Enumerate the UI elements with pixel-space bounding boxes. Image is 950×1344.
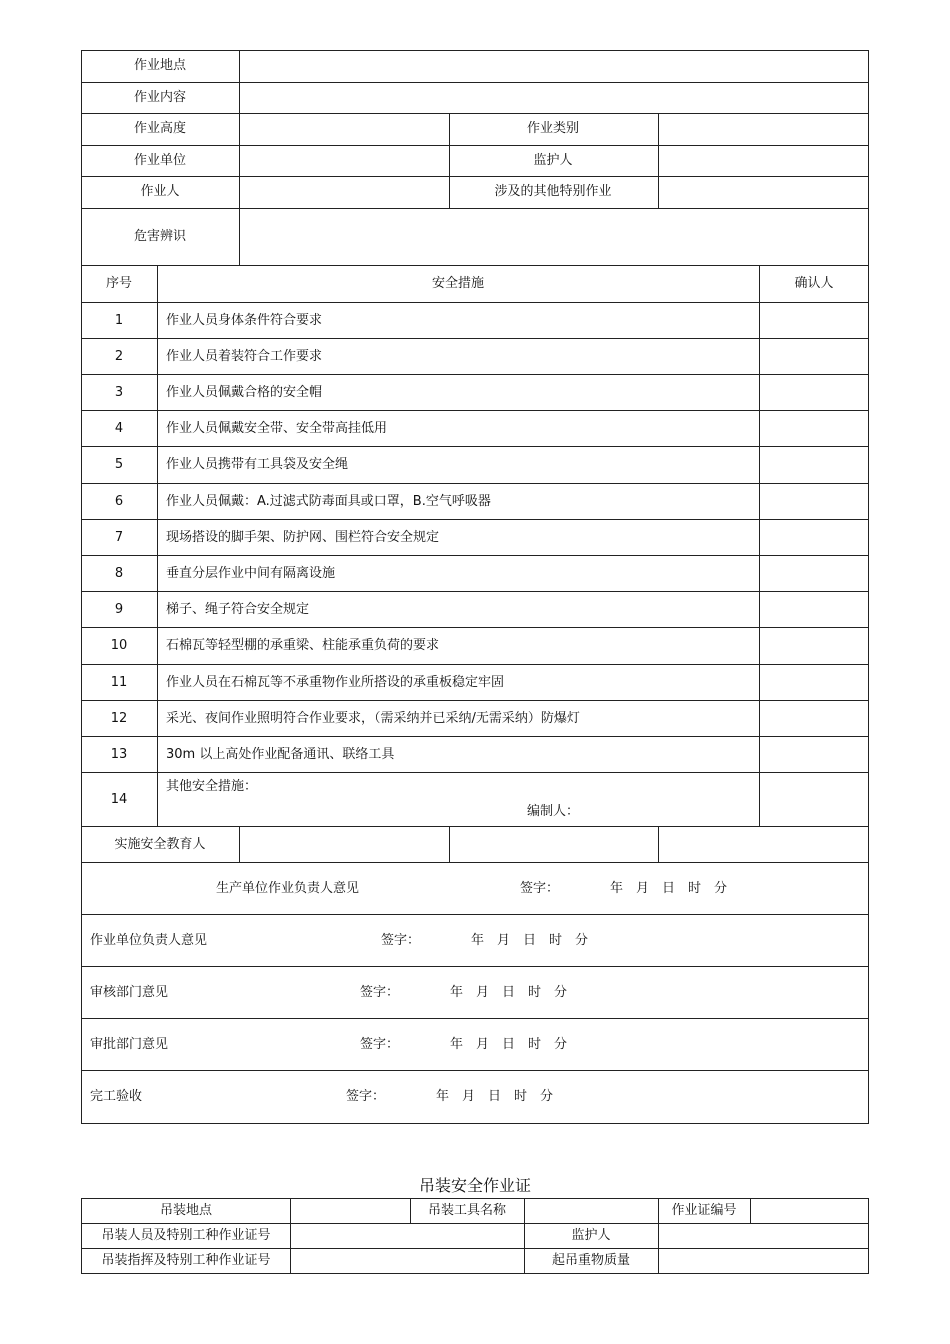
measure-text: 作业人员在石棉瓦等不承重物作业所搭设的承重板稳定牢固: [166, 675, 505, 690]
lifting-title: 吊装安全作业证: [418, 1176, 532, 1195]
location-label: 作业地点: [133, 58, 187, 73]
v-line: [157, 265, 158, 826]
no-header: 序号: [105, 276, 133, 291]
measure-text: 作业人员佩戴：A.过滤式防毒面具或口罩，B.空气呼吸器: [166, 494, 491, 509]
h-line: [81, 410, 869, 411]
approval-date: 年 月 日 时 分: [471, 933, 589, 948]
h-line: [81, 208, 869, 209]
measure-no: 5: [114, 457, 124, 472]
worker-label: 作业人: [140, 184, 180, 199]
h-line: [81, 627, 869, 628]
v-line: [524, 1198, 525, 1274]
measure-no: 11: [110, 675, 128, 690]
measure-no: 8: [114, 566, 124, 581]
h-line: [81, 700, 869, 701]
measure-text: 垂直分层作业中间有隔离设施: [166, 566, 336, 581]
h-line: [81, 265, 869, 266]
lifting-tool-label: 吊装工具名称: [427, 1203, 507, 1218]
h-line: [81, 176, 869, 177]
h-line: [81, 145, 869, 146]
approval-sign: 签字：: [346, 1089, 386, 1104]
v-line: [449, 113, 450, 208]
v-line: [658, 1198, 659, 1274]
measure-no: 6: [114, 494, 124, 509]
v-line: [658, 826, 659, 862]
h-line: [81, 302, 869, 303]
measure-no: 2: [114, 349, 124, 364]
approval-label: 生产单位作业负责人意见: [216, 881, 360, 896]
h-line: [81, 374, 869, 375]
v-line: [239, 50, 240, 265]
h-line: [81, 1248, 869, 1249]
measure-no: 12: [110, 711, 128, 726]
h-line: [81, 113, 869, 114]
measure-text: 石棉瓦等轻型棚的承重梁、柱能承重负荷的要求: [166, 638, 440, 653]
h-line: [81, 1018, 869, 1019]
measure-no: 3: [114, 385, 124, 400]
lifting-weight-label: 起吊重物质量: [551, 1253, 631, 1268]
h-line: [81, 826, 869, 827]
measure-no: 4: [114, 421, 124, 436]
approval-label: 审批部门意见: [90, 1037, 169, 1052]
permit-table-border: [81, 50, 869, 1124]
measure-no: 7: [114, 530, 124, 545]
unit-label: 作业单位: [133, 153, 187, 168]
h-line: [81, 914, 869, 915]
v-line: [290, 1198, 291, 1274]
approval-date: 年 月 日 时 分: [450, 1037, 568, 1052]
lifting-location-label: 吊装地点: [159, 1203, 213, 1218]
measure-text: 作业人员身体条件符合要求: [166, 313, 323, 328]
v-line: [410, 1198, 411, 1223]
h-line: [81, 483, 869, 484]
category-label: 作业类别: [526, 121, 580, 136]
approval-date: 年 月 日 时 分: [436, 1089, 554, 1104]
measure-text: 采光、夜间作业照明符合作业要求，（需采纳并已采纳/无需采纳）防爆灯: [166, 711, 580, 726]
v-line: [759, 265, 760, 826]
cert-no-label: 作业证编号: [671, 1203, 737, 1218]
h-line: [81, 82, 869, 83]
hazard-label: 危害辨识: [133, 229, 187, 244]
preparer-label: 编制人：: [527, 804, 580, 819]
measure-no: 10: [110, 638, 128, 653]
approval-sign: 签字：: [360, 1037, 400, 1052]
other-special-label: 涉及的其他特别作业: [494, 184, 612, 199]
measure-no: 14: [110, 792, 128, 807]
measure-text: 作业人员佩戴合格的安全帽: [166, 385, 323, 400]
measure-no: 1: [114, 313, 124, 328]
h-line: [81, 555, 869, 556]
approval-sign: 签字：: [381, 933, 421, 948]
h-line: [81, 772, 869, 773]
approval-label: 完工验收: [90, 1089, 143, 1104]
measure-text: 30m 以上高处作业配备通讯、联络工具: [166, 747, 395, 762]
measure-text: 现场搭设的脚手架、防护网、围栏符合安全规定: [166, 530, 440, 545]
guardian-label: 监护人: [533, 153, 573, 168]
approval-sign: 签字：: [360, 985, 400, 1000]
education-label: 实施安全教育人: [114, 837, 206, 852]
v-line: [658, 113, 659, 208]
approval-label: 作业单位负责人意见: [90, 933, 208, 948]
h-line: [81, 966, 869, 967]
measure-text: 作业人员佩戴安全带、安全带高挂低用: [166, 421, 388, 436]
h-line: [81, 1070, 869, 1071]
v-line: [750, 1198, 751, 1223]
h-line: [81, 338, 869, 339]
h-line: [81, 736, 869, 737]
approval-label: 审核部门意见: [90, 985, 169, 1000]
v-line: [239, 826, 240, 862]
approval-date: 年 月 日 时 分: [610, 881, 728, 896]
lifting-commander-label: 吊装指挥及特别工种作业证号: [101, 1253, 271, 1268]
h-line: [81, 519, 869, 520]
measure-header: 安全措施: [431, 276, 485, 291]
h-line: [81, 446, 869, 447]
measure-no: 9: [114, 602, 124, 617]
measure-text: 其他安全措施：: [166, 779, 258, 794]
v-line: [449, 826, 450, 862]
measure-text: 梯子、绳子符合安全规定: [166, 602, 310, 617]
height-label: 作业高度: [133, 121, 187, 136]
content-label: 作业内容: [133, 90, 187, 105]
confirm-header: 确认人: [794, 276, 834, 291]
approval-date: 年 月 日 时 分: [450, 985, 568, 1000]
h-line: [81, 1223, 869, 1224]
h-line: [81, 862, 869, 863]
measure-no: 13: [110, 747, 128, 762]
h-line: [81, 664, 869, 665]
measure-text: 作业人员携带有工具袋及安全绳: [166, 457, 349, 472]
approval-sign: 签字：: [520, 881, 560, 896]
lifting-guardian-label: 监护人: [571, 1228, 611, 1243]
h-line: [81, 591, 869, 592]
measure-text: 作业人员着装符合工作要求: [166, 349, 323, 364]
lifting-personnel-label: 吊装人员及特别工种作业证号: [101, 1228, 271, 1243]
